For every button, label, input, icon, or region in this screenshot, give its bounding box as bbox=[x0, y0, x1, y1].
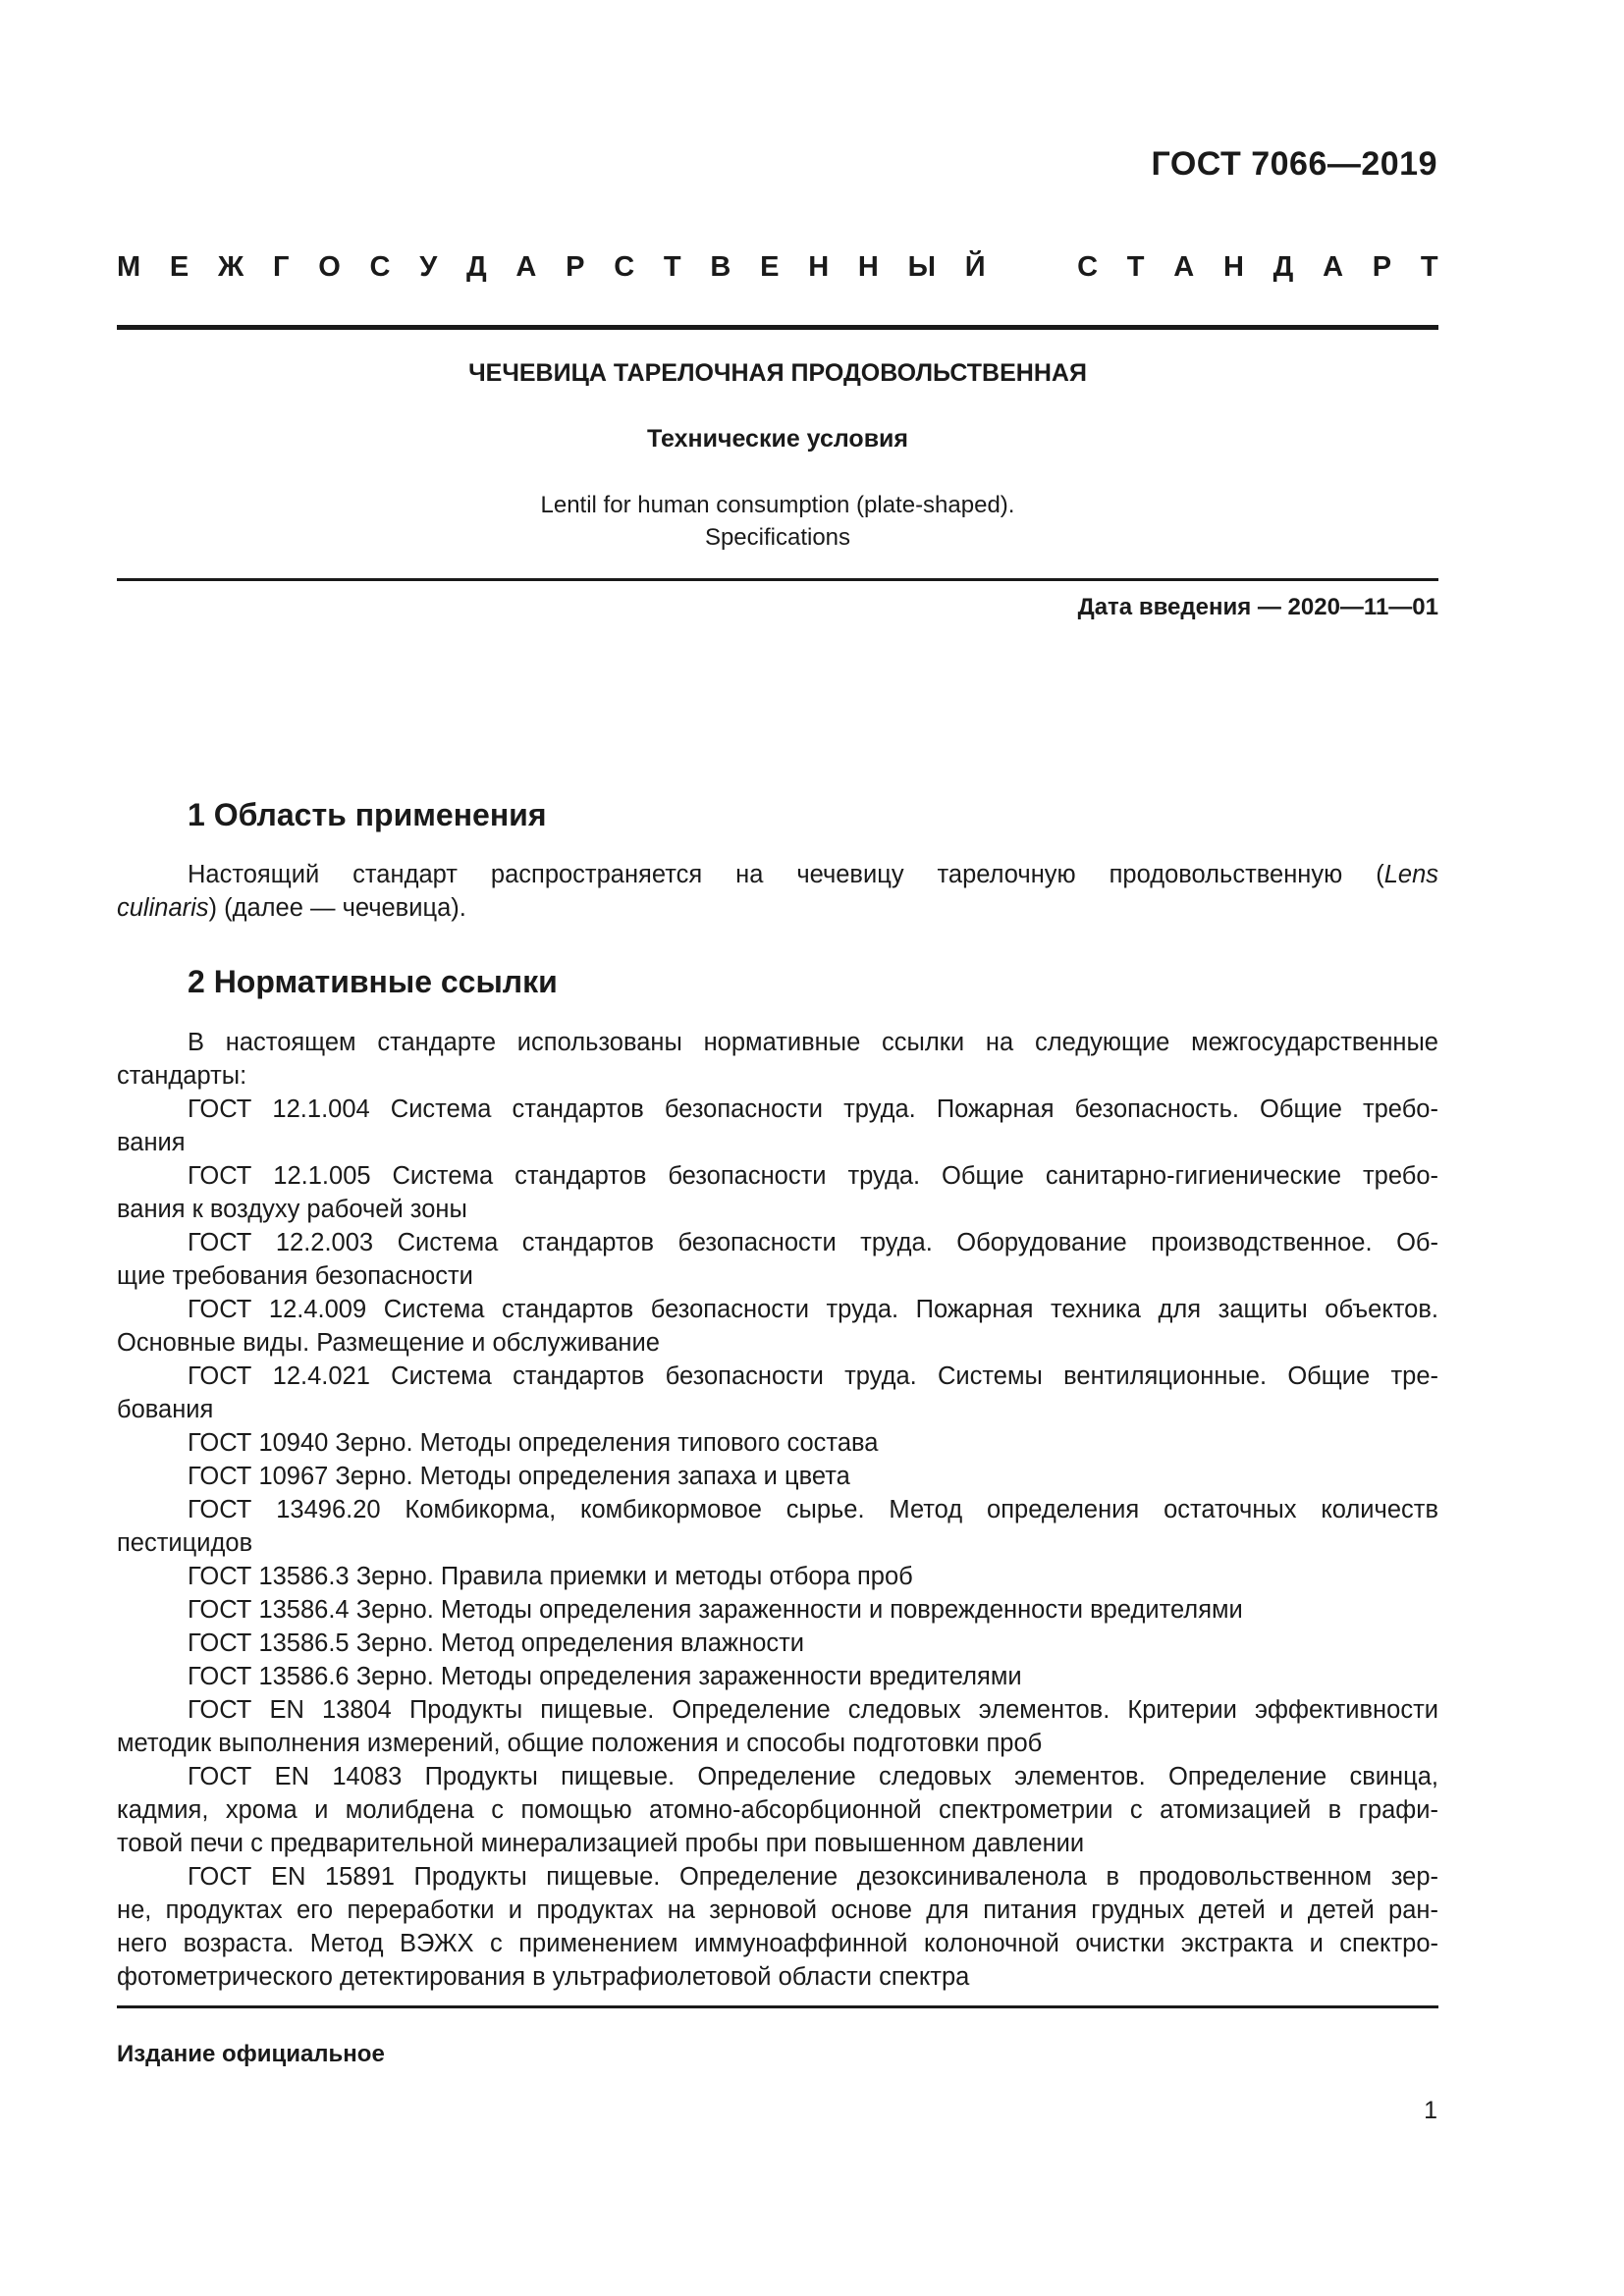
english-title bbox=[117, 489, 1438, 554]
banner-letter: Ж bbox=[218, 251, 244, 283]
reference-line: ГОСТ 13586.5 Зерно. Метод определения влажности bbox=[188, 1629, 805, 1657]
reference-line: вания к воздуху рабочей зоны bbox=[117, 1196, 467, 1223]
reference-line: ГОСТ 13586.6 Зерно. Методы определения зараженности вредителями bbox=[188, 1663, 1022, 1690]
top-divider bbox=[117, 325, 1438, 330]
banner-letter: Н bbox=[857, 251, 879, 283]
banner-letter: С bbox=[369, 251, 391, 283]
banner-letter: Т bbox=[663, 251, 681, 283]
reference-line: ГОСТ 12.4.021 Система стандартов безопасности труда. Системы вентиляционные. Общие тре- bbox=[188, 1362, 1438, 1390]
banner-letter: В bbox=[710, 251, 731, 283]
edition-label: Издание официальное bbox=[117, 2041, 385, 2067]
reference-line: ГОСТ 12.2.003 Система стандартов безопасности труда. Оборудование производственное. Об- bbox=[188, 1229, 1438, 1256]
banner-letter: А bbox=[1173, 251, 1195, 283]
banner-letter: Т bbox=[1126, 251, 1145, 283]
banner-letter: У bbox=[419, 251, 438, 283]
document-subtitle: Технические условия bbox=[646, 425, 909, 453]
standard-banner bbox=[117, 251, 1438, 284]
reference-line: стандарты: bbox=[117, 1062, 247, 1090]
reference-line: ГОСТ EN 15891 Продукты пищевые. Определение дезоксиниваленола в продовольственном зер- bbox=[188, 1863, 1438, 1891]
banner-letter: Н bbox=[808, 251, 830, 283]
document-title: ЧЕЧЕВИЦА ТАРЕЛОЧНАЯ ПРОДОВОЛЬСТВЕННАЯ bbox=[468, 359, 1087, 387]
reference-line: ГОСТ 12.4.009 Система стандартов безопасности труда. Пожарная техника для защиты объектов. bbox=[188, 1296, 1438, 1323]
banner-letter: Р bbox=[566, 251, 585, 283]
reference-line: него возраста. Метод ВЭЖХ с применением иммуноаффинной колоночной очистки экстракта и спектро- bbox=[117, 1930, 1438, 1957]
banner-letter: А bbox=[1323, 251, 1344, 283]
reference-line: Основные виды. Размещение и обслуживание bbox=[117, 1329, 660, 1357]
reference-line: пестицидов bbox=[117, 1529, 253, 1557]
reference-line: ГОСТ EN 13804 Продукты пищевые. Определение следовых элементов. Критерии эффективности bbox=[188, 1696, 1438, 1724]
reference-line: щие требования безопасности bbox=[117, 1262, 473, 1290]
banner-letter: Д bbox=[466, 251, 487, 283]
paragraph-line: culinaris) (далее — чечевица). bbox=[117, 894, 466, 922]
section-2-heading: 2 Нормативные ссылки bbox=[188, 964, 558, 999]
section-2-references bbox=[117, 1026, 1438, 1994]
banner-letter: О bbox=[318, 251, 341, 283]
reference-line: бования bbox=[117, 1396, 214, 1423]
banner-letter: А bbox=[515, 251, 537, 283]
banner-letter: Е bbox=[760, 251, 780, 283]
reference-line: ГОСТ 13586.4 Зерно. Методы определения зараженности и поврежденности вредителями bbox=[188, 1596, 1243, 1624]
reference-line: товой печи с предварительной минерализацией пробы при повышенном давлении bbox=[117, 1830, 1085, 1857]
reference-line: ГОСТ 13496.20 Комбикорма, комбикормовое сырье. Метод определения остаточных количеств bbox=[188, 1496, 1438, 1523]
banner-letter: М bbox=[117, 251, 141, 283]
banner-letter: Д bbox=[1272, 251, 1294, 283]
reference-line: фотометрического детектирования в ультрафиолетовой области спектра bbox=[117, 1963, 970, 1991]
reference-line: ГОСТ 12.1.005 Система стандартов безопасности труда. Общие санитарно-гигиенические требо- bbox=[188, 1162, 1438, 1190]
document-code: ГОСТ 7066—2019 bbox=[1151, 145, 1437, 183]
page-number: 1 bbox=[1424, 2097, 1437, 2124]
footer-divider bbox=[117, 2005, 1438, 2008]
banner-letter: С bbox=[1077, 251, 1099, 283]
banner-letter: С bbox=[614, 251, 635, 283]
paragraph-line: Настоящий стандарт распространяется на чечевицу тарелочную продовольственную (Lens bbox=[188, 861, 1438, 888]
banner-letter: Т bbox=[1420, 251, 1438, 283]
title-divider bbox=[117, 578, 1438, 581]
english-title-line-2: Specifications bbox=[704, 524, 851, 551]
english-title-line-1: Lentil for human consumption (plate-shaped). bbox=[540, 492, 1015, 518]
section-1-heading: 1 Область применения bbox=[188, 797, 547, 832]
reference-line: В настоящем стандарте использованы нормативные ссылки на следующие межгосударственные bbox=[188, 1029, 1438, 1056]
banner-letter: Е bbox=[169, 251, 189, 283]
reference-line: ГОСТ 10940 Зерно. Методы определения типового состава bbox=[188, 1429, 879, 1457]
banner-letter: Р bbox=[1372, 251, 1392, 283]
introduction-date: Дата введения — 2020—11—01 bbox=[1077, 594, 1438, 620]
reference-line: ГОСТ 12.1.004 Система стандартов безопасности труда. Пожарная безопасность. Общие требо- bbox=[188, 1095, 1438, 1123]
reference-line: не, продуктах его переработки и продуктах на зерновой основе для питания грудных детей и детей ран- bbox=[117, 1896, 1438, 1924]
reference-line: вания bbox=[117, 1129, 186, 1156]
reference-line: ГОСТ 10967 Зерно. Методы определения запаха и цвета bbox=[188, 1463, 850, 1490]
banner-letter: Ы bbox=[907, 251, 936, 283]
reference-line: ГОСТ 13586.3 Зерно. Правила приемки и методы отбора проб bbox=[188, 1563, 913, 1590]
section-1-paragraph bbox=[117, 858, 1438, 925]
banner-letter: Н bbox=[1222, 251, 1244, 283]
banner-word-gap bbox=[1014, 251, 1048, 284]
reference-line: кадмия, хрома и молибдена с помощью атомно-абсорбционной спектрометрии с атомизацией в графи- bbox=[117, 1796, 1438, 1824]
reference-line: ГОСТ EN 14083 Продукты пищевые. Определение следовых элементов. Определение свинца, bbox=[188, 1763, 1438, 1790]
reference-line: методик выполнения измерений, общие положения и способы подготовки проб bbox=[117, 1730, 1043, 1757]
banner-letter: Й bbox=[964, 251, 986, 283]
banner-letter: Г bbox=[272, 251, 290, 283]
